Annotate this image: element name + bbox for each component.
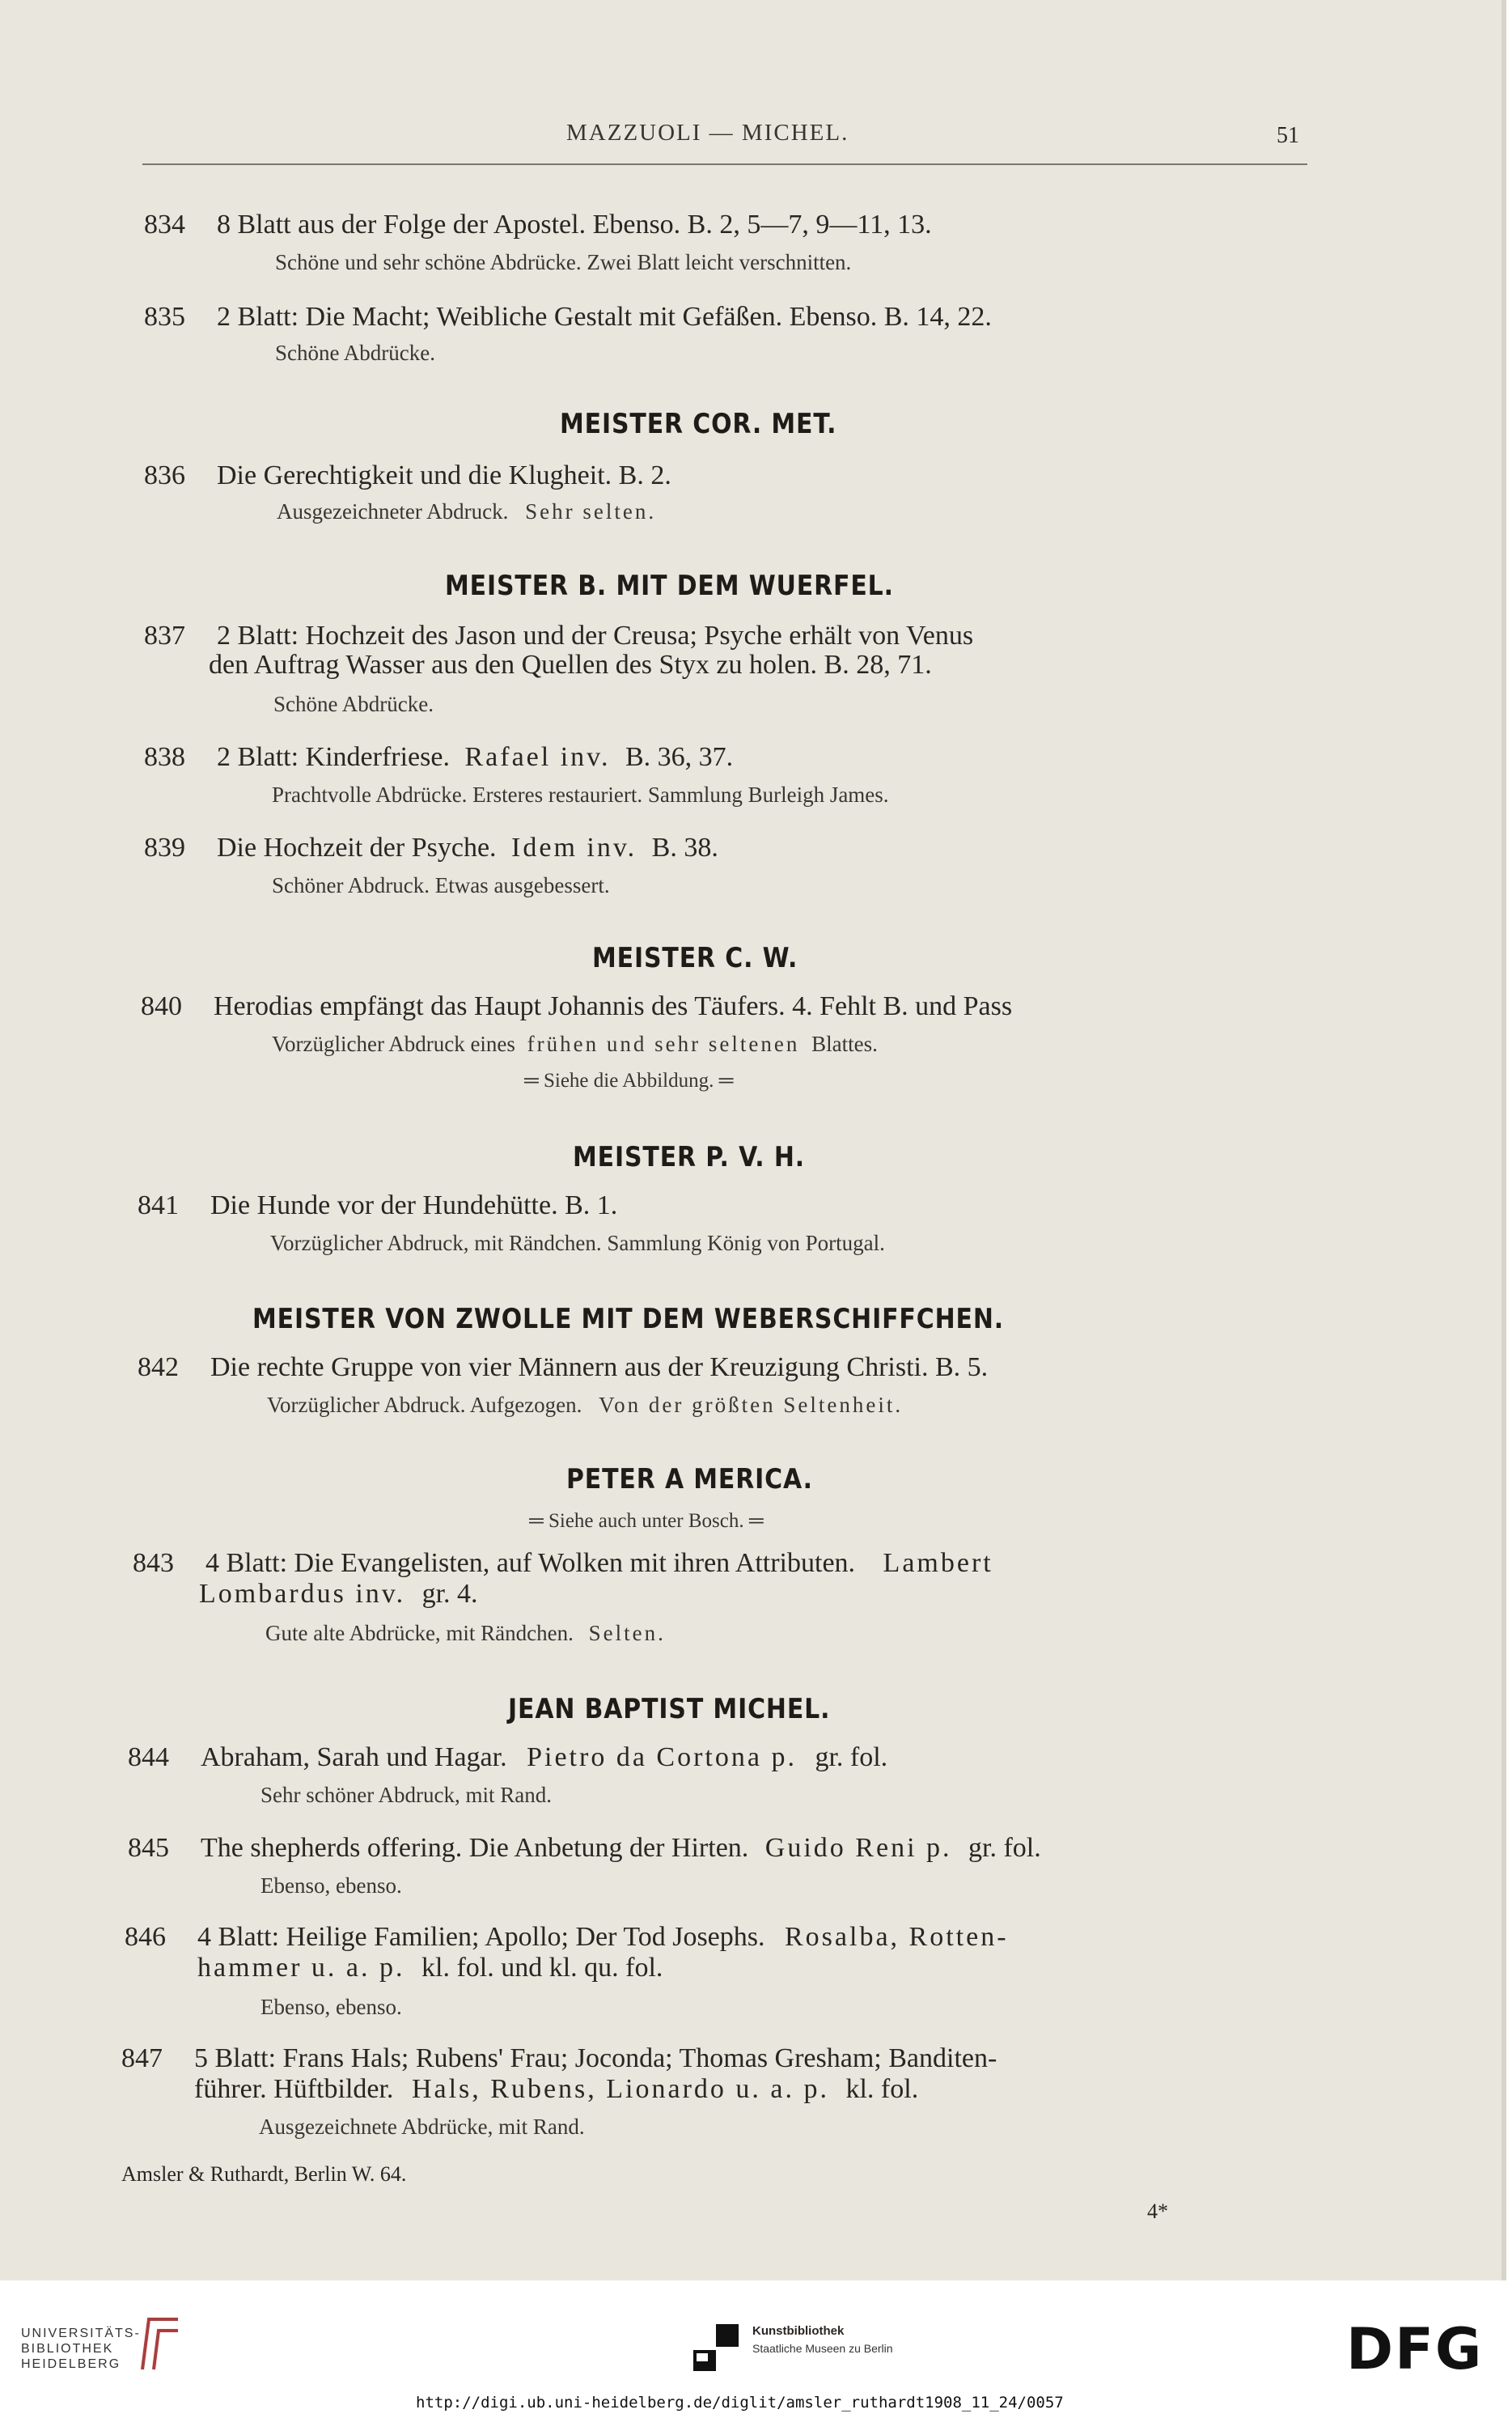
- lot-number: 836: [144, 460, 185, 490]
- lot-description: 8 Blatt aus der Folge der Apostel. Ebenso. B. 2, 5—7, 9—11, 13.: [217, 210, 932, 240]
- section-heading: MEISTER B. MIT DEM WUERFEL.: [445, 570, 894, 602]
- artist-spaced: Pietro da Cortona p.: [527, 1742, 797, 1772]
- kunstbibliothek-title: Kunstbibliothek: [752, 2324, 845, 2338]
- lot-note: Schöne und sehr schöne Abdrücke. Zwei Blatt leicht verschnitten.: [275, 250, 852, 274]
- lot-note: [267, 1392, 903, 1418]
- see-also-ref: [529, 1510, 764, 1533]
- artist-spaced: Lombardus inv.: [199, 1579, 406, 1609]
- publisher-imprint: Amsler & Ruthardt, Berlin W. 64.: [121, 2162, 407, 2186]
- lot-description: Die rechte Gruppe von vier Männern aus der Kreuzigung Christi. B. 5.: [210, 1352, 989, 1382]
- lot-note: Ebenso, ebenso.: [260, 1995, 402, 2019]
- lot-note: Schöne Abdrücke.: [275, 341, 435, 365]
- sheet-signature: 4*: [1147, 2200, 1168, 2223]
- lot-number: 845: [128, 1833, 169, 1863]
- running-head: MAZZUOLI — MICHEL.: [566, 120, 849, 146]
- header-rule: [142, 163, 1307, 165]
- lot-847-line-2: [194, 2073, 918, 2106]
- lot-description: Herodias empfängt das Haupt Johannis des Täufers. 4. Fehlt B. und Pass: [214, 991, 1013, 1021]
- page-number: 51: [1277, 123, 1299, 148]
- section-heading: MEISTER COR. MET.: [560, 408, 837, 440]
- lot-846-line-2: [197, 1952, 663, 1984]
- lot-description: 2 Blatt: Kinderfriese.: [217, 742, 450, 772]
- note-text: Ausgezeichneter Abdruck.: [277, 499, 509, 524]
- lot-number: 838: [144, 742, 185, 772]
- lot-note: [265, 1620, 666, 1646]
- note-spaced-text: Sehr selten.: [525, 499, 657, 524]
- format: kl. fol. und kl. qu. fol.: [421, 1953, 663, 1983]
- note-text: Vorzüglicher Abdruck. Aufgezogen.: [267, 1393, 582, 1417]
- section-heading: JEAN BAPTIST MICHEL.: [508, 1693, 831, 1725]
- note-text: Blattes.: [811, 1032, 878, 1056]
- lot-number: 842: [138, 1352, 179, 1382]
- lot-number: 839: [144, 833, 185, 863]
- format: gr. fol.: [968, 1833, 1041, 1863]
- lot-number: 847: [121, 2043, 163, 2073]
- lot-note: Ausgezeichnete Abdrücke, mit Rand.: [259, 2115, 585, 2139]
- lot-description: führer. Hüftbilder.: [194, 2074, 394, 2104]
- section-heading: MEISTER P. V. H.: [573, 1141, 805, 1173]
- lot-843-line-2: [199, 1578, 478, 1610]
- lot-description: Die Hochzeit der Psyche.: [217, 833, 497, 863]
- bartsch-ref: B. 38.: [651, 833, 718, 863]
- lot-number: 834: [144, 210, 185, 240]
- lot-number: 840: [141, 991, 182, 1021]
- double-rule-icon: ═: [718, 1070, 734, 1092]
- ref-text: Siehe die Abbildung.: [543, 1070, 714, 1092]
- lot-number: 837: [144, 621, 185, 651]
- section-heading: MEISTER VON ZWOLLE MIT DEM WEBERSCHIFFCHEN.: [252, 1303, 1005, 1335]
- artist-spaced: hammer u. a. p.: [197, 1953, 405, 1983]
- lot-note: Schöner Abdruck. Etwas ausgebessert.: [272, 873, 610, 897]
- artist-spaced: Guido Reni p.: [764, 1833, 952, 1863]
- lot-description: Die Hunde vor der Hundehütte. B. 1.: [210, 1190, 618, 1220]
- see-illustration-ref: [524, 1070, 733, 1092]
- artist-spaced: Hals, Rubens, Lionardo u. a. p.: [411, 2074, 829, 2104]
- lot-number: 841: [138, 1190, 179, 1220]
- lot-number: 844: [128, 1742, 169, 1772]
- note-spaced-text: Von der größten Seltenheit.: [599, 1393, 904, 1417]
- note-spaced-text: Selten.: [588, 1621, 666, 1645]
- lot-description: The shepherds offering. Die Anbetung der Hirten.: [201, 1833, 749, 1863]
- lot-description: Die Gerechtigkeit und die Klugheit. B. 2.: [217, 460, 671, 490]
- kunstbibliothek-logo-icon: [692, 2323, 740, 2373]
- library-mark-icon: [138, 2316, 183, 2373]
- lot-description: 2 Blatt: Hochzeit des Jason und der Creusa; Psyche erhält von Venus: [217, 621, 974, 651]
- dfg-logo[interactable]: DFG: [1346, 2316, 1484, 2382]
- artist-spaced: Rosalba, Rotten-: [785, 1922, 1009, 1952]
- note-text: Gute alte Abdrücke, mit Rändchen.: [265, 1621, 574, 1645]
- lot-note: Schöne Abdrücke.: [273, 692, 434, 716]
- heidelberg-university-library-logo[interactable]: UNIVERSITÄTS- BIBLIOTHEK HEIDELBERG: [21, 2327, 141, 2371]
- artist-spaced: Rafael inv.: [464, 742, 611, 772]
- lot-note: Prachtvolle Abdrücke. Ersteres restauriert. Sammlung Burleigh James.: [272, 783, 889, 807]
- format: gr. 4.: [421, 1579, 478, 1609]
- lot-number: 835: [144, 302, 185, 332]
- lot-note: Vorzüglicher Abdruck, mit Rändchen. Sammlung König von Portugal.: [270, 1231, 885, 1255]
- artist-spaced: Lambert: [883, 1548, 993, 1578]
- kunstbibliothek-subtitle: Staatliche Museen zu Berlin: [752, 2342, 893, 2355]
- section-heading: MEISTER C. W.: [592, 942, 798, 974]
- lot-837-line-2: den Auftrag Wasser aus den Quellen des Styx zu holen. B. 28, 71.: [209, 650, 932, 680]
- bartsch-ref: B. 36, 37.: [625, 742, 734, 772]
- permalink-url[interactable]: http://digi.ub.uni-heidelberg.de/diglit/amsler_ruthardt1908_11_24/0057: [416, 2394, 1064, 2412]
- artist-spaced: Idem inv.: [511, 833, 637, 863]
- lot-note: [272, 1031, 878, 1057]
- lot-number: 846: [125, 1922, 166, 1952]
- ref-text: Siehe auch unter Bosch.: [548, 1510, 744, 1532]
- lot-number: 843: [133, 1548, 174, 1578]
- lot-description: 2 Blatt: Die Macht; Weibliche Gestalt mit Gefäßen. Ebenso. B. 14, 22.: [217, 302, 992, 332]
- note-text: Vorzüglicher Abdruck eines: [272, 1032, 515, 1056]
- lot-description: Abraham, Sarah und Hagar.: [201, 1742, 507, 1772]
- lot-description: 5 Blatt: Frans Hals; Rubens' Frau; Joconda; Thomas Gresham; Banditen-: [194, 2043, 997, 2073]
- format: kl. fol.: [845, 2074, 919, 2104]
- double-rule-icon: ═: [529, 1510, 544, 1532]
- note-spaced-text: frühen und sehr seltenen: [527, 1032, 800, 1056]
- digitization-footer: [0, 2280, 1512, 2418]
- format: gr. fol.: [815, 1742, 888, 1772]
- section-heading: PETER A MERICA.: [566, 1463, 813, 1495]
- lot-note: Ebenso, ebenso.: [260, 1873, 402, 1898]
- double-rule-icon: ═: [524, 1070, 539, 1092]
- lot-note: [277, 498, 656, 524]
- double-rule-icon: ═: [748, 1510, 764, 1532]
- lot-description: 4 Blatt: Die Evangelisten, auf Wolken mit ihren Attributen.: [205, 1548, 856, 1578]
- lot-description: 4 Blatt: Heilige Familien; Apollo; Der Tod Josephs.: [197, 1922, 765, 1952]
- lot-note: Sehr schöner Abdruck, mit Rand.: [260, 1783, 552, 1807]
